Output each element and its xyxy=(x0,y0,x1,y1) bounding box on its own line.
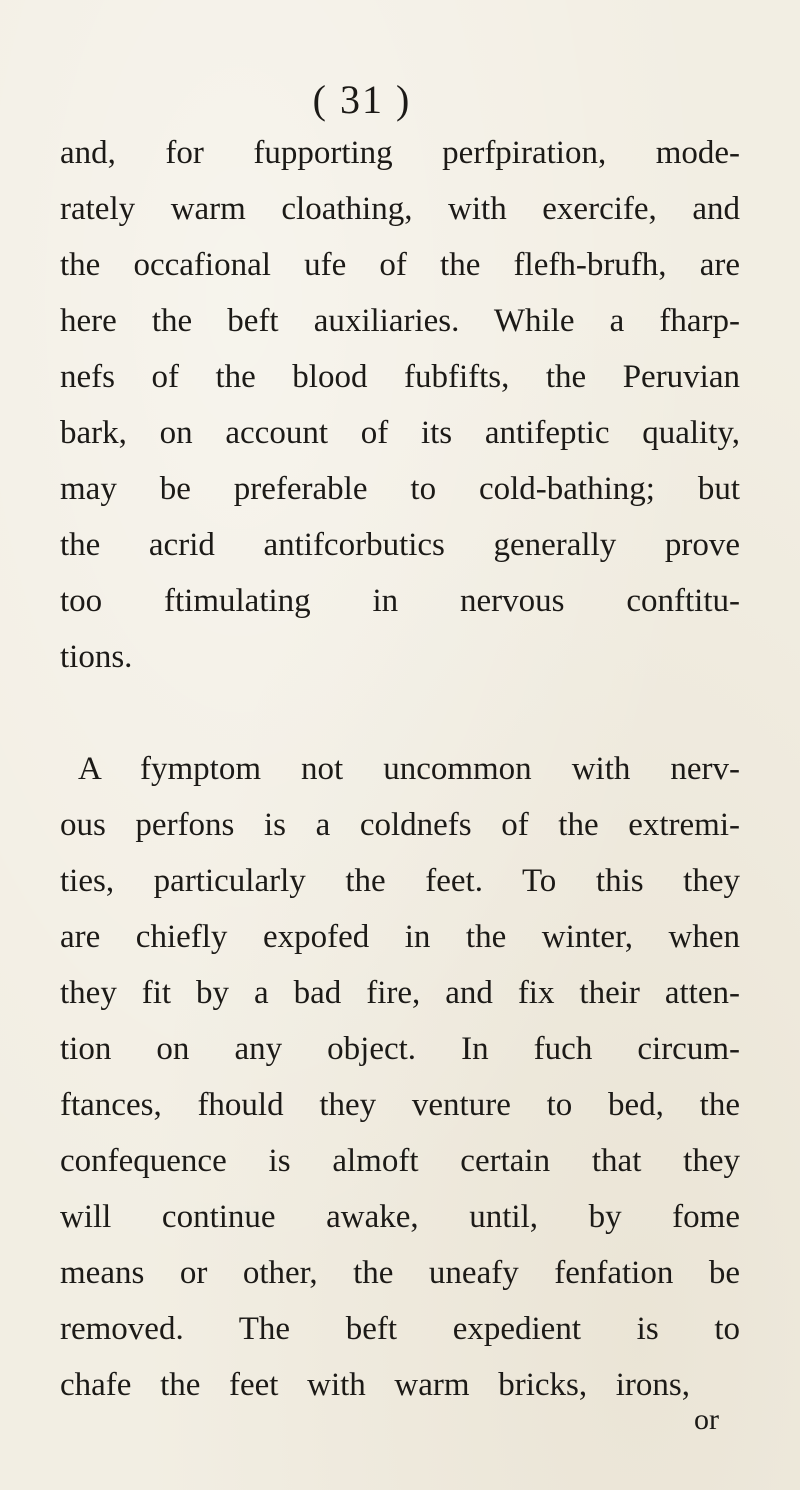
text-line: rately warm cloathing, with exercife, and xyxy=(60,191,740,227)
text-line: the acrid antifcorbutics generally prove xyxy=(60,527,740,563)
text-line: will continue awake, until, by fome xyxy=(60,1199,740,1235)
text-line: A fymptom not uncommon with nerv- xyxy=(78,751,740,787)
text-line: tion on any object. In fuch circum- xyxy=(60,1031,740,1067)
text-line: too ftimulating in nervous conftitu- xyxy=(60,583,740,619)
text-line: may be preferable to cold-bathing; but xyxy=(60,471,740,507)
text-line: and, for fupporting perfpiration, mode- xyxy=(60,135,740,171)
text-line: ous perfons is a coldnefs of the extremi- xyxy=(60,807,740,843)
text-line: the occafional ufe of the flefh-brufh, are xyxy=(60,247,740,283)
text-line: ftances, fhould they venture to bed, the xyxy=(60,1087,740,1123)
text-line: confequence is almoft certain that they xyxy=(60,1143,740,1179)
text-line: nefs of the blood fubfifts, the Peruvian xyxy=(60,359,740,395)
text-line: ties, particularly the feet. To this they xyxy=(60,863,740,899)
text-line: removed. The beft expedient is to xyxy=(60,1311,740,1347)
text-line: bark, on account of its antifeptic quality, xyxy=(60,415,740,451)
catchword: or xyxy=(694,1403,719,1436)
text-line: here the beft auxiliaries. While a fharp- xyxy=(60,303,740,339)
text-line: they fit by a bad fire, and fix their atten- xyxy=(60,975,740,1011)
text-line: means or other, the uneafy fenfation be xyxy=(60,1255,740,1291)
text-line: chafe the feet with warm bricks, irons, xyxy=(60,1367,690,1403)
page-number: ( 31 ) xyxy=(312,77,412,122)
text-line: tions. xyxy=(60,639,133,675)
text-line: are chiefly expofed in the winter, when xyxy=(60,919,740,955)
